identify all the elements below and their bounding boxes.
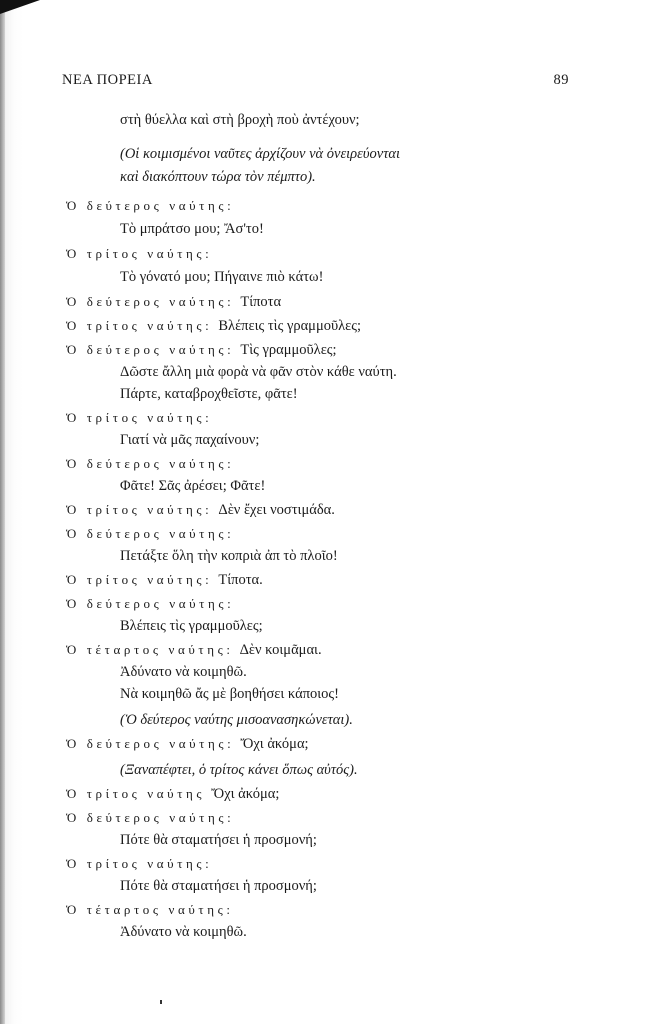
text-line [120,169,316,186]
speaker-label: Ὁ τρίτος ναύτης [66,786,206,801]
dialogue-text: Βλέπεις τὶς γραμμοῦλες; [218,318,362,334]
text-line [66,502,335,519]
stage-direction: καὶ διακόπτουν τώρα τὸν πέμπτο). [120,169,316,185]
dialogue-text: Δῶστε ἄλλη μιὰ φορὰ νὰ φᾶν στὸν κάθε ναύτη. [120,364,397,380]
dialogue-text: Πότε θὰ σταματήσει ἡ προσμονή; [120,878,317,894]
text-line [66,526,234,543]
running-title: ΝΕΑ ΠΟΡΕΙΑ [62,72,153,88]
text-line [120,221,264,238]
text-line [66,856,212,873]
text-line [120,548,338,565]
text-line [120,112,360,129]
text-line [120,618,263,635]
text-line [66,596,234,613]
dialogue-text: Ἀδύνατο νὰ κοιμηθῶ. [120,664,247,680]
text-line [66,456,234,473]
speaker-label: Ὁ τρίτος ναύτης: [66,856,213,871]
text-line [66,318,361,335]
speaker-label: Ὁ δεύτερος ναύτης: [66,456,235,471]
dialogue-text: Ὄχι ἀκόμα; [211,786,280,802]
text-line [120,762,358,779]
stage-direction: (Ξαναπέφτει, ὁ τρίτος κάνει ὅπως αὐτός). [120,762,358,778]
stage-direction: (Ὁ δεύτερος ναύτης μισοανασηκώνεται). [120,712,353,728]
text-line [120,364,397,381]
dialogue-text: Πότε θὰ σταματήσει ἡ προσμονή; [120,832,317,848]
speaker-label: Ὁ δεύτερος ναύτης: [66,526,235,541]
speaker-label: Ὁ τρίτος ναύτης: [66,246,213,261]
speaker-label: Ὁ δεύτερος ναύτης: [66,342,235,357]
scan-corner-mark [0,0,40,14]
page-number: 89 [553,72,569,88]
dialogue-text: Πάρτε, καταβροχθεῖστε, φᾶτε! [120,386,298,402]
text-line [66,572,263,589]
text-line [120,686,339,703]
text-line [66,902,234,919]
book-spine-shadow [0,0,5,1024]
dialogue-text: Τὸ γόνατό μου; Πήγαινε πιὸ κάτω! [120,269,324,285]
dialogue-text: Πετάξτε ὅλη τὴν κοπριὰ ἀπ τὸ πλοῖο! [120,548,338,564]
dialogue-text: Ἀδύνατο νὰ κοιμηθῶ. [120,924,247,940]
speaker-label: Ὁ τρίτος ναύτης: [66,572,213,587]
page-header [62,72,569,89]
text-line [120,269,323,286]
text-line [120,832,317,849]
dialogue-text: Ὄχι ἀκόμα; [240,736,309,752]
text-line [120,386,298,403]
dialogue-text: Τίποτα. [218,572,263,588]
speaker-label: Ὁ τρίτος ναύτης: [66,410,213,425]
text-line [120,664,247,681]
text-line [66,198,234,215]
text-line [66,294,281,311]
text-line [120,712,353,729]
stage-direction: (Οἱ κοιμισμένοι ναῦτες ἀρχίζουν νὰ ὀνειρεύονται [120,146,401,162]
text-line [120,878,317,895]
text-line [66,246,212,263]
dialogue-text: Δὲν ἔχει νοστιμάδα. [218,502,335,518]
text-line [66,736,309,753]
text-line [66,642,322,659]
text-line [66,810,234,827]
speaker-label: Ὁ τέταρτος ναύτης: [66,642,234,657]
dialogue-text: Τίποτα [240,294,282,310]
speaker-label: Ὁ δεύτερος ναύτης: [66,736,235,751]
text-line [120,146,400,163]
stray-mark [160,1000,162,1004]
speaker-label: Ὁ τρίτος ναύτης: [66,502,213,517]
text-line [120,924,247,941]
text-line [66,342,337,359]
speaker-label: Ὁ δεύτερος ναύτης: [66,198,235,213]
text-line [66,786,279,803]
speaker-label: Ὁ δεύτερος ναύτης: [66,810,235,825]
text-line [66,410,212,427]
speaker-label: Ὁ τέταρτος ναύτης: [66,902,234,917]
speaker-label: Ὁ δεύτερος ναύτης: [66,294,235,309]
speaker-label: Ὁ τρίτος ναύτης: [66,318,213,333]
dialogue-text: Νὰ κοιμηθῶ ἄς μὲ βοηθήσει κάποιος! [120,686,339,702]
dialogue-text: Τὸ μπράτσο μου; Ἄσ'το! [120,221,264,237]
dialogue-text: Βλέπεις τὶς γραμμοῦλες; [120,618,263,634]
text-line [120,432,259,449]
dialogue-text: Τὶς γραμμοῦλες; [240,342,337,358]
dialogue-text: Δὲν κοιμᾶμαι. [239,642,322,658]
dialogue-text: Γιατί νὰ μᾶς παχαίνουν; [120,432,260,448]
text-line [120,478,265,495]
dialogue-text: Φᾶτε! Σᾶς ἀρέσει; Φᾶτε! [120,478,266,494]
dialogue-text: στὴ θύελλα καὶ στὴ βροχὴ ποὺ ἀντέχουν; [120,112,360,128]
speaker-label: Ὁ δεύτερος ναύτης: [66,596,235,611]
